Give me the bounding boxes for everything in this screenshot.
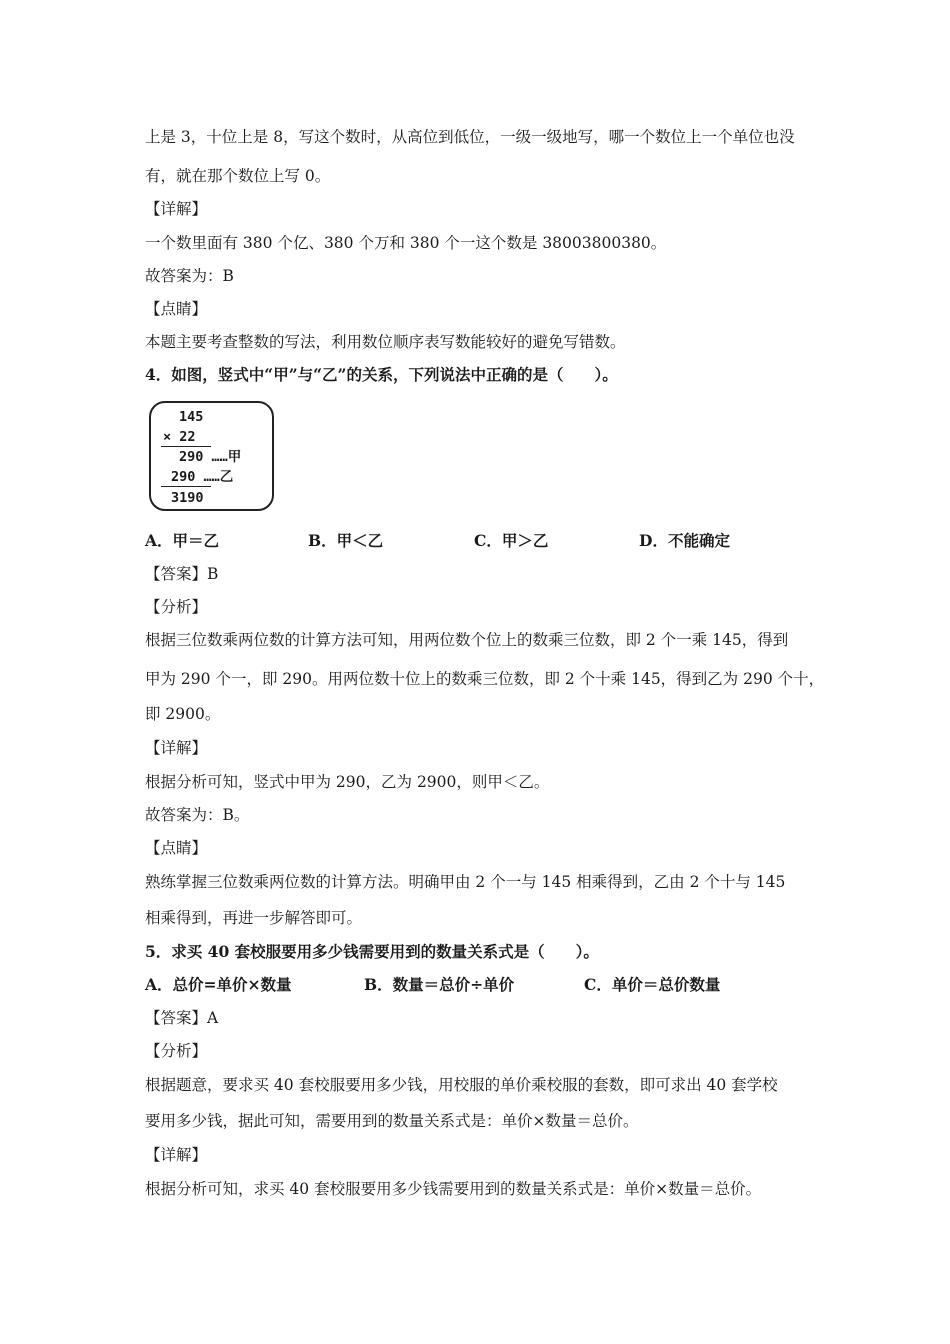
calc-row-jia: 290 ……甲	[179, 449, 242, 465]
section-heading-detail: 【详解】	[145, 200, 208, 218]
section-heading-detail: 【详解】	[145, 1146, 208, 1164]
option-a[interactable]: A．甲＝乙	[145, 531, 220, 550]
section-heading-tip: 【点睛】	[145, 839, 208, 857]
text-line: 根据分析可知，求买 40 套校服要用多少钱需要用到的数量关系式是：单价×数量＝总价。	[145, 1180, 762, 1198]
answer-line: 【答案】B	[145, 565, 219, 583]
answer-line: 【答案】A	[145, 1009, 219, 1027]
section-heading-tip: 【点睛】	[145, 300, 208, 318]
calc-row: 145	[179, 409, 204, 425]
calc-row-yi: 290 ……乙	[171, 469, 234, 485]
calc-rule	[161, 486, 211, 487]
text-line: 甲为 290 个一，即 290。用两位数十位上的数乘三位数，即 2 个十乘 145，得到乙为 290 个十，	[145, 670, 825, 688]
option-c[interactable]: C．单价＝总价数量	[584, 975, 721, 994]
calc-row: 3190	[171, 490, 204, 506]
section-heading-detail: 【详解】	[145, 739, 208, 757]
calc-rule	[161, 446, 211, 447]
text-line: 上是 3，十位上是 8，写这个数时，从高位到低位，一级一级地写，哪一个数位上一个单位也没	[145, 128, 795, 146]
calc-row: × 22	[163, 429, 196, 445]
text-line: 故答案为：B	[145, 267, 234, 285]
text-line: 有，就在那个数位上写 0。	[145, 167, 331, 185]
text-line: 根据三位数乘两位数的计算方法可知，用两位数个位上的数乘三位数，即 2 个一乘 145，得到	[145, 631, 789, 649]
text-line: 一个数里面有 380 个亿、380 个万和 380 个一这个数是 38003800380。	[145, 234, 667, 252]
option-b[interactable]: B．甲＜乙	[308, 531, 384, 550]
text-line: 根据分析可知，竖式中甲为 290，乙为 2900，则甲＜乙。	[145, 773, 550, 791]
text-line: 即 2900。	[145, 705, 221, 723]
text-line: 要用多少钱，据此可知，需要用到的数量关系式是：单价×数量＝总价。	[145, 1112, 639, 1130]
text-line: 本题主要考查整数的写法，利用数位顺序表写数能较好的避免写错数。	[145, 333, 626, 351]
question-4: 4．如图，竖式中“甲”与“乙”的关系，下列说法中正确的是（ ）。	[145, 365, 618, 384]
text-line: 根据题意，要求买 40 套校服要用多少钱，用校服的单价乘校服的套数，即可求出 40 套学校	[145, 1076, 778, 1094]
section-heading-analysis: 【分析】	[145, 598, 208, 616]
vertical-multiplication-figure	[149, 401, 274, 511]
section-heading-analysis: 【分析】	[145, 1042, 208, 1060]
option-d[interactable]: D．不能确定	[639, 531, 730, 550]
question-5: 5．求买 40 套校服要用多少钱需要用到的数量关系式是（ ）。	[145, 942, 599, 961]
text-line: 熟练掌握三位数乘两位数的计算方法。明确甲由 2 个一与 145 相乘得到，乙由 2 个十与 145	[145, 873, 786, 891]
option-c[interactable]: C．甲＞乙	[474, 531, 549, 550]
text-line: 相乘得到，再进一步解答即可。	[145, 909, 363, 927]
option-b[interactable]: B．数量＝总价÷单价	[364, 975, 515, 994]
option-a[interactable]: A．总价=单价×数量	[145, 975, 292, 994]
text-line: 故答案为：B。	[145, 806, 250, 824]
